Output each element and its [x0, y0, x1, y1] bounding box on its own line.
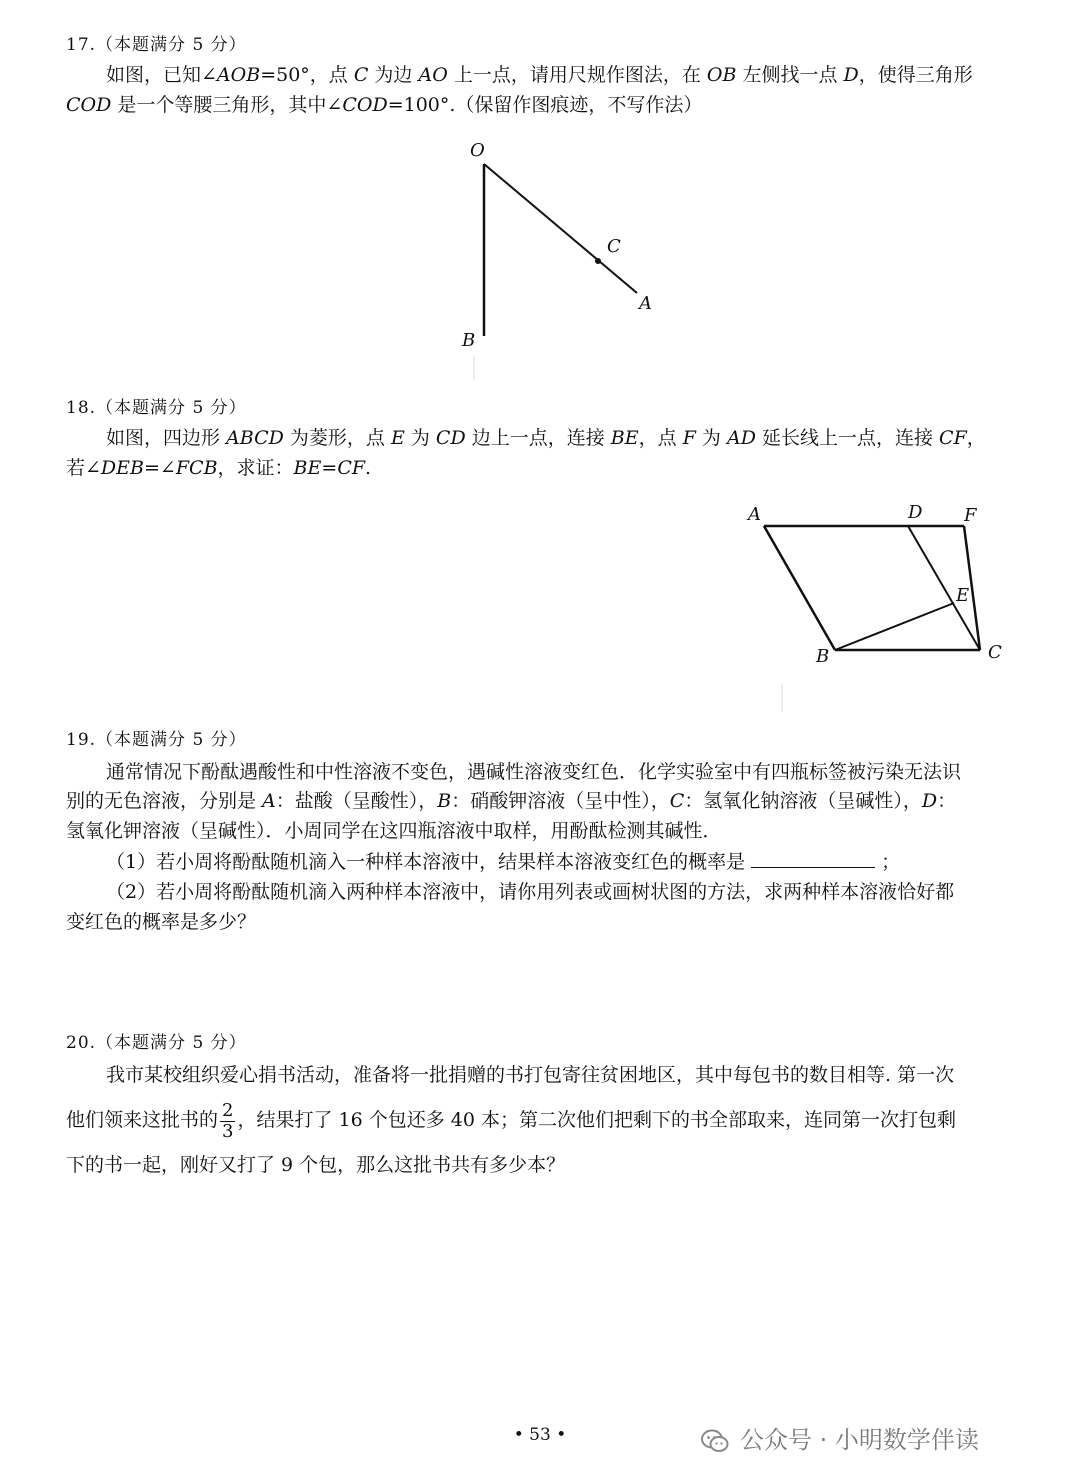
ray-oa [484, 164, 637, 293]
page-number: • 53 • [513, 1425, 567, 1445]
q20-text-line2: 他们领来这批书的 $\frac{2}{3}$ ，结果打了 16 个包还多 40 本；第二次他们把剩下的书全部取来，连同第一次打包剩 [66, 1099, 956, 1142]
label-e: E [956, 585, 970, 606]
label-b: B [816, 646, 830, 667]
q19-heading: 19.（本题满分 5 分） [66, 730, 247, 750]
q17-text-line2: COD 是一个等腰三角形，其中∠COD=100°.（保留作图痕迹，不写作法） [66, 94, 703, 116]
q18-figure [740, 500, 1020, 720]
fraction-two-thirds: $\frac{2}{3}$ [222, 1099, 234, 1142]
label-f: F [964, 505, 977, 526]
point-c [595, 258, 601, 264]
label-c: C [988, 642, 1002, 663]
q19-text-line1: 通常情况下酚酞遇酸性和中性溶液不变色，遇碱性溶液变红色．化学实验室中有四瓶标签被污染无法识 [106, 761, 962, 783]
watermark-text: 公众号 · 小明数学伴读 [740, 1426, 979, 1454]
answer-blank[interactable] [751, 849, 875, 868]
wechat-icon [700, 1428, 730, 1454]
label-b: B [462, 330, 476, 351]
q19-part2: （2）若小周将酚酞随机滴入两种样本溶液中，请你用列表或画树状图的方法，求两种样本溶液恰好都 [106, 881, 955, 903]
label-o: O [470, 140, 485, 161]
q19-text-line3: 氢氧化钾溶液（呈碱性）．小周同学在这四瓶溶液中取样，用酚酞检测其碱性． [66, 820, 722, 842]
segment-be [835, 603, 954, 650]
q19-part1: （1）若小周将酚酞随机滴入一种样本溶液中，结果样本溶液变红色的概率是 ； [106, 851, 901, 873]
q17-heading: 17.（本题满分 5 分） [66, 35, 247, 55]
label-d: D [908, 502, 923, 523]
q20-text-line3: 下的书一起，刚好又打了 9 个包，那么这批书共有多少本？ [66, 1154, 566, 1176]
label-a: A [639, 293, 652, 314]
q19-part2-cont: 变红色的概率是多少？ [66, 911, 257, 933]
segment-dc [908, 526, 980, 650]
q17-text-line1: 如图，已知∠AOB=50°，点 C 为边 AO 上一点，请用尺规作图法，在 OB 左侧找一点 D，使得三角形 [106, 64, 973, 86]
q18-heading: 18.（本题满分 5 分） [66, 398, 247, 418]
watermark [700, 1418, 1060, 1462]
q20-heading: 20.（本题满分 5 分） [66, 1033, 247, 1053]
label-c: C [607, 236, 621, 257]
label-a: A [748, 504, 761, 525]
segment-ab [764, 526, 835, 650]
q20-text-line1: 我市某校组织爱心捐书活动，准备将一批捐赠的书打包寄往贫困地区，其中每包书的数目相等. 第一次 [106, 1064, 955, 1086]
q19-text-line2: 别的无色溶液，分别是 A：盐酸（呈酸性），B：硝酸钾溶液（呈中性），C：氢氧化钠溶液（呈碱性），D： [66, 790, 957, 812]
q18-text-line2: 若∠DEB=∠FCB，求证：BE=CF. [66, 457, 372, 479]
q18-text-line1: 如图，四边形 ABCD 为菱形，点 E 为 CD 边上一点，连接 BE，点 F 为 AD 延长线上一点，连接 CF， [106, 427, 986, 449]
q17-figure [440, 130, 680, 390]
